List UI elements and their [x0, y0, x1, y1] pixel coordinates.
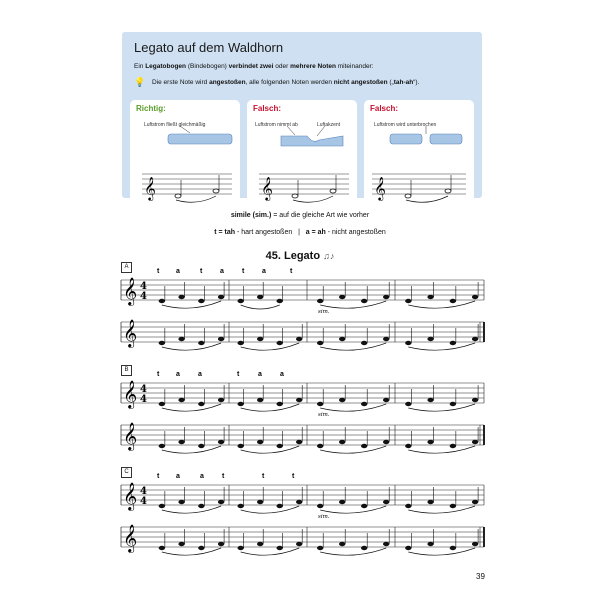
note	[317, 504, 323, 508]
note	[339, 337, 345, 341]
bold-text: nicht angestoßen	[333, 79, 388, 86]
note	[339, 295, 345, 299]
note	[218, 295, 224, 299]
note	[450, 444, 456, 448]
note	[296, 398, 302, 402]
text: , alle folgenden Noten werden	[245, 79, 334, 86]
note	[450, 402, 456, 406]
note	[405, 299, 411, 303]
note	[218, 337, 224, 341]
slur	[320, 343, 386, 350]
articulation-syllable: a	[262, 268, 266, 275]
slur	[162, 446, 221, 453]
note	[238, 444, 244, 448]
section-label: A	[121, 262, 132, 273]
note	[277, 504, 283, 508]
text: “).	[413, 79, 420, 86]
time-signature: 4	[140, 496, 147, 507]
slur	[241, 343, 300, 350]
separator: |	[298, 229, 300, 236]
articulation-syllable: t	[262, 473, 265, 480]
note	[198, 546, 204, 550]
note	[178, 500, 184, 504]
articulation-syllable: a	[220, 268, 224, 275]
simile-mark: sim.	[318, 412, 330, 418]
articulation-syllable: a	[176, 371, 180, 378]
box-title: Legato auf dem Waldhorn	[134, 40, 284, 55]
articulation-syllable: a	[200, 473, 204, 480]
panel-title: Falsch:	[253, 104, 282, 113]
panel-note: Luftstrom nimmt ab	[255, 122, 298, 128]
note	[450, 546, 456, 550]
note	[317, 546, 323, 550]
slur	[162, 301, 221, 308]
note	[317, 299, 323, 303]
bold-text: simile (sim.)	[230, 212, 272, 219]
note	[383, 295, 389, 299]
time-signature: 4	[140, 384, 147, 395]
note	[361, 546, 367, 550]
note	[218, 542, 224, 546]
articulation-syllable: a	[198, 371, 202, 378]
slur	[241, 404, 300, 411]
note	[159, 444, 165, 448]
note	[257, 337, 263, 341]
slur	[408, 506, 475, 513]
note	[317, 444, 323, 448]
section-label: B	[121, 365, 132, 376]
note	[383, 542, 389, 546]
text: (Bindebogen)	[186, 63, 229, 70]
note	[450, 504, 456, 508]
text: („	[387, 79, 394, 86]
slur	[320, 404, 386, 411]
time-signature: 4	[140, 486, 147, 497]
panel-note: Luftstrom wird unterbrochen	[374, 122, 437, 128]
note	[427, 500, 433, 504]
note	[257, 440, 263, 444]
treble-clef: 𝄞	[123, 482, 138, 510]
note	[277, 444, 283, 448]
note	[277, 341, 283, 345]
note	[472, 440, 478, 444]
note	[427, 337, 433, 341]
time-signature: 4	[140, 281, 147, 292]
note	[238, 299, 244, 303]
articulation-syllable: a	[280, 371, 284, 378]
note	[277, 402, 283, 406]
slur	[408, 446, 475, 453]
slur	[241, 548, 300, 555]
time-signature: 4	[140, 394, 147, 405]
note	[277, 299, 283, 303]
slur	[162, 548, 221, 555]
treble-clef: 𝄞	[123, 319, 138, 347]
note	[361, 402, 367, 406]
note	[472, 337, 478, 341]
note	[198, 504, 204, 508]
text: oder	[273, 63, 291, 70]
note	[238, 546, 244, 550]
note	[198, 341, 204, 345]
slur	[320, 301, 386, 308]
text: = auf die gleiche Art wie vorher	[271, 212, 370, 219]
note	[198, 299, 204, 303]
note	[257, 398, 263, 402]
note	[218, 500, 224, 504]
note	[277, 546, 283, 550]
simile-mark: sim.	[318, 514, 330, 520]
note	[427, 542, 433, 546]
slur	[408, 548, 475, 555]
note	[159, 402, 165, 406]
note	[257, 295, 263, 299]
panel-note: Luftakzent	[317, 122, 341, 128]
note	[238, 402, 244, 406]
note	[238, 504, 244, 508]
articulation-syllable: t	[242, 268, 245, 275]
note	[296, 500, 302, 504]
panel-title: Falsch:	[370, 104, 399, 113]
treble-clef: 𝄞	[123, 524, 138, 552]
treble-clef: 𝄞	[144, 176, 156, 200]
note	[198, 402, 204, 406]
slur	[408, 343, 475, 350]
slur	[241, 506, 300, 513]
note	[238, 341, 244, 345]
articulation-syllable: a	[176, 268, 180, 275]
slur	[162, 404, 221, 411]
text: - hart angestoßen	[235, 229, 293, 236]
articulation-syllable: t	[290, 268, 293, 275]
note	[427, 440, 433, 444]
note	[218, 398, 224, 402]
note	[383, 500, 389, 504]
text: - nicht angestoßen	[325, 229, 386, 236]
treble-clef: 𝄞	[123, 422, 138, 450]
articulation-syllable: t	[200, 268, 203, 275]
note	[405, 546, 411, 550]
note	[405, 504, 411, 508]
note	[339, 440, 345, 444]
treble-clef: 𝄞	[123, 380, 138, 408]
note	[472, 295, 478, 299]
bold-text: a = ah	[305, 229, 326, 236]
note	[257, 542, 263, 546]
panel-note: Luftstrom fließt gleichmäßig	[144, 122, 206, 128]
note	[361, 341, 367, 345]
treble-clef: 𝄞	[374, 176, 386, 200]
articulation-syllable: a	[176, 473, 180, 480]
slur	[320, 548, 386, 555]
slur	[241, 446, 300, 453]
bold-text: Legatobogen	[145, 63, 187, 70]
section-label: C	[121, 467, 132, 478]
note	[472, 500, 478, 504]
simile-mark: sim.	[318, 309, 330, 315]
articulation-syllable: t	[237, 371, 240, 378]
bold-text: tah-ah	[393, 79, 414, 86]
note	[159, 299, 165, 303]
text: miteinander:	[335, 63, 374, 70]
note	[339, 542, 345, 546]
note	[218, 440, 224, 444]
note	[178, 398, 184, 402]
slur	[241, 305, 280, 309]
articulation-syllable: t	[292, 473, 295, 480]
bold-text: angestoßen	[209, 79, 246, 86]
note	[405, 341, 411, 345]
note	[472, 542, 478, 546]
panel-title: Richtig:	[136, 104, 166, 113]
note	[472, 398, 478, 402]
note	[178, 337, 184, 341]
slur	[162, 343, 221, 350]
slur	[162, 506, 221, 513]
note	[383, 337, 389, 341]
note	[383, 398, 389, 402]
slur	[320, 506, 386, 513]
note	[317, 341, 323, 345]
articulation-syllable: a	[258, 371, 262, 378]
note	[317, 402, 323, 406]
bold-text: t = tah	[214, 229, 236, 236]
piece-title-text: 45. Legato	[265, 250, 321, 262]
articulation-syllable: t	[222, 473, 225, 480]
note	[296, 337, 302, 341]
note	[450, 299, 456, 303]
note	[159, 341, 165, 345]
articulation-syllable: t	[157, 473, 160, 480]
note	[361, 504, 367, 508]
note	[361, 299, 367, 303]
bold-text: verbindet zwei	[228, 63, 274, 70]
bold-text: mehrere Noten	[290, 63, 336, 70]
text: Die erste Note wird	[152, 79, 210, 86]
audio-notes-icon: ♫♪	[323, 251, 335, 261]
note	[427, 398, 433, 402]
articulation-syllable: t	[157, 371, 160, 378]
articulation-syllable: t	[157, 268, 160, 275]
lightbulb-icon: 💡	[134, 77, 146, 87]
note	[296, 440, 302, 444]
time-signature: 4	[140, 291, 147, 302]
note	[198, 444, 204, 448]
note	[178, 542, 184, 546]
note	[178, 440, 184, 444]
treble-clef: 𝄞	[123, 277, 138, 305]
page-number: 39	[476, 572, 485, 581]
note	[405, 444, 411, 448]
treble-clef: 𝄞	[261, 176, 273, 200]
note	[339, 398, 345, 402]
note	[427, 295, 433, 299]
note	[296, 542, 302, 546]
note	[450, 341, 456, 345]
slur	[408, 404, 475, 411]
slur	[408, 301, 475, 308]
note	[405, 402, 411, 406]
note	[159, 504, 165, 508]
note	[257, 500, 263, 504]
note	[383, 440, 389, 444]
note	[178, 295, 184, 299]
text: Ein	[134, 63, 146, 70]
note	[361, 444, 367, 448]
note	[159, 546, 165, 550]
slur	[320, 446, 386, 453]
note	[339, 500, 345, 504]
